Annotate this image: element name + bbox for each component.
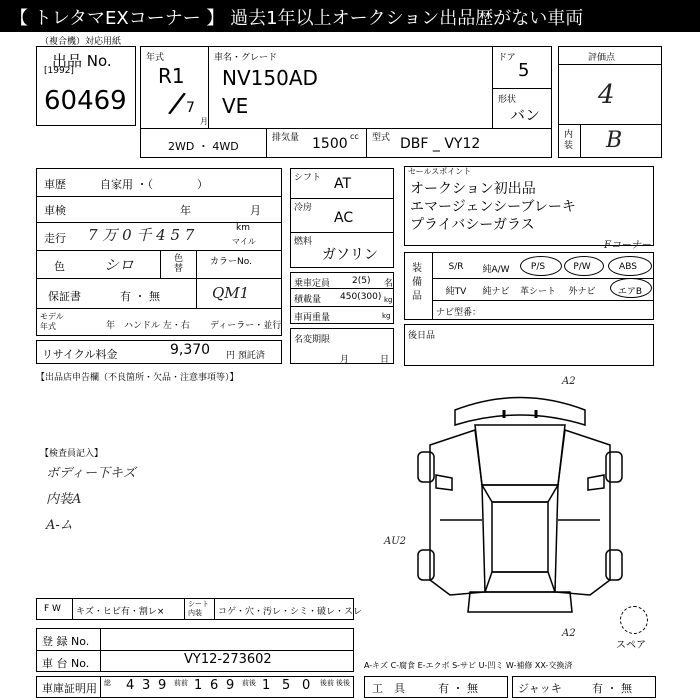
- selling-point-3: プライバシーガラス: [410, 217, 535, 233]
- details-box: [36, 168, 282, 336]
- model-year-label: モデル年式: [40, 312, 64, 331]
- equip-leather: 革シート: [519, 287, 556, 297]
- score-label: 評価点: [588, 53, 616, 63]
- color-no-label: カラーNo.: [210, 257, 252, 267]
- car-damage-diagram: [400, 380, 640, 630]
- shift-value: AT: [334, 176, 352, 192]
- ac-value: AC: [334, 210, 354, 226]
- equip-ps: P/S: [530, 262, 546, 272]
- seat-label: シート内装: [188, 600, 209, 617]
- cert-digit-3: 9: [158, 678, 167, 693]
- change-deadline-month: 月: [340, 355, 350, 365]
- cert-label-rr: 後後: [336, 679, 350, 687]
- selling-points-label: セールスポイント: [408, 167, 472, 176]
- inspector-line-3: A-ム: [46, 518, 73, 533]
- warranty-label: 保証書: [48, 290, 81, 303]
- inspection-label: 車検: [44, 204, 66, 217]
- fuel-label: 燃料: [294, 237, 313, 247]
- drive-value: 2WD ・ 4WD: [168, 140, 239, 153]
- capacity-label: 乗車定員: [294, 279, 331, 289]
- lot-label: 出品 No.: [52, 52, 112, 70]
- color-no-value: QM1: [212, 284, 250, 302]
- mark-side: AU2: [384, 536, 407, 547]
- fw-text: キズ・ヒビ有・割レ×: [76, 607, 165, 617]
- recycle-label: リサイクル料金: [42, 348, 118, 361]
- recycle-value: 9,370: [170, 342, 211, 358]
- model-year-dealer: ディーラー・並行: [210, 321, 282, 331]
- spare-label: スペア: [616, 640, 646, 651]
- inspector-label: 【検査員記入】: [40, 449, 104, 459]
- displacement-label: 排気量: [272, 133, 300, 143]
- equip-alloy: 純A/W: [482, 265, 510, 275]
- inspection-year: 年: [180, 204, 191, 217]
- inspection-month: 月: [250, 204, 261, 217]
- mark-rear: A2: [562, 628, 576, 639]
- year-era: R1: [158, 64, 185, 88]
- recycle-unit: 円 預託済: [226, 351, 265, 361]
- model-grade: VE: [222, 94, 249, 118]
- chassis-value: VY12-273602: [184, 652, 272, 667]
- cert-digit-4: 1: [194, 678, 203, 693]
- registration-label: 登 録 No.: [42, 635, 90, 648]
- chassis-label: 車 台 No.: [42, 657, 90, 670]
- circle-pw: [564, 256, 604, 276]
- shift-label: シフト: [294, 173, 322, 183]
- seller-notes-label: 【出品店申告欄（不良箇所・欠品・注意事項等）】: [36, 373, 239, 383]
- circle-abs: [608, 256, 652, 276]
- equip-pw: P/W: [573, 262, 591, 272]
- year-slash: /: [166, 85, 188, 122]
- equip-tv: 純TV: [445, 287, 467, 297]
- circle-ps: [520, 256, 562, 276]
- equip-abs: ABS: [619, 262, 637, 272]
- equip-ext-navi: 外ナビ: [568, 287, 596, 297]
- color-label: 色: [54, 260, 65, 273]
- mileage-value: 7 万 0 千 4 5 7: [88, 226, 195, 244]
- jack-value: 有 ・ 無: [592, 682, 632, 695]
- jack-label: ジャッキ: [518, 682, 562, 695]
- fuel-value: ガソリン: [322, 247, 378, 263]
- ac-label: 冷房: [294, 203, 313, 213]
- tools-value: 有 ・ 無: [438, 682, 478, 695]
- equip-navi: 純ナビ: [482, 287, 510, 297]
- interior-value: B: [606, 128, 623, 153]
- equip-sr: S/R: [448, 262, 464, 272]
- model-code-value: DBF _ VY12: [400, 136, 481, 152]
- mileage-unit-mile: マイル: [232, 237, 256, 246]
- displacement-unit: cc: [350, 132, 359, 141]
- after-install-label: 後日品: [408, 331, 436, 341]
- model-label: 車名・グレード: [214, 53, 278, 63]
- capacity-unit: 名: [384, 279, 394, 289]
- cert-label-ff: 前前: [174, 679, 188, 687]
- model-year-year: 年: [106, 321, 116, 331]
- history-label: 車歴: [44, 178, 66, 191]
- score-value: 4: [598, 80, 615, 110]
- cert-digit-2: 3: [142, 678, 151, 693]
- cert-digit-7: 1: [262, 678, 271, 693]
- equipment-label: 装備品: [412, 263, 422, 302]
- after-install-box: [404, 324, 654, 366]
- lot-number: 60469: [44, 86, 127, 116]
- tools-label: 工 具: [372, 682, 405, 695]
- doors-value: 5: [518, 60, 530, 81]
- fw-label: F W: [44, 604, 61, 614]
- inspector-line-1: ボディー下キズ: [46, 466, 136, 481]
- history-value: 自家用 ・（ ）: [100, 178, 208, 191]
- cert-label-rf: 後前: [320, 679, 334, 687]
- year-label: 年式: [146, 53, 165, 63]
- mileage-unit-km: km: [236, 223, 250, 233]
- color-value: シロ: [104, 256, 135, 274]
- color-change-label: 色替: [174, 254, 184, 274]
- warranty-value: 有 ・ 無: [120, 290, 160, 303]
- equip-airbag: エアB: [617, 287, 643, 297]
- cert-digit-8: 5: [282, 678, 291, 693]
- selling-point-2: エマージェンシーブレーキ: [410, 199, 576, 215]
- inspector-line-2: 内装A: [46, 492, 82, 507]
- doors-label: ドア: [498, 53, 516, 63]
- spare-circle: [620, 606, 648, 634]
- weight-unit: kg: [382, 312, 391, 320]
- seat-text: コゲ・穴・汚レ・シミ・破レ・スレ: [218, 607, 363, 617]
- cert-label-fr: 前後: [242, 679, 256, 687]
- top-note: （複合機）対応用紙: [40, 37, 122, 47]
- interior-label: 内装: [564, 130, 574, 151]
- damage-legend: A-キズ C-腐食 E-エクボ S-サビ U-凹ミ W-補修 XX-交換済: [364, 661, 573, 670]
- shape-value: バン: [510, 106, 541, 124]
- weight-label: 車両重量: [294, 313, 331, 323]
- cert-digit-1: 4: [126, 678, 135, 693]
- change-deadline-label: 名変期限: [294, 335, 331, 345]
- certificate-label: 車庫証明用: [42, 682, 97, 695]
- change-deadline-day: 日: [380, 355, 390, 365]
- year-month-suffix: 月: [200, 117, 208, 126]
- load-value: 450(300): [340, 292, 382, 302]
- model-code-label: 型式: [372, 133, 391, 143]
- lot-bracket: [1992]: [44, 66, 74, 76]
- cert-digit-6: 9: [226, 678, 235, 693]
- circle-airbag: [610, 278, 652, 298]
- year-month: 7: [186, 100, 195, 116]
- header-title: 【 トレタマEXコーナー 】 過去1年以上オークション出品歴がない車両: [10, 8, 584, 29]
- capacity-value: 2(5): [352, 276, 371, 286]
- load-unit: kg: [384, 296, 393, 304]
- mileage-label: 走行: [44, 232, 66, 245]
- displacement-value: 1500: [312, 136, 348, 152]
- mark-front: A2: [562, 376, 576, 387]
- cert-digit-5: 6: [210, 678, 219, 693]
- selling-points-note: Fコーナー: [604, 240, 651, 251]
- selling-point-1: オークション初出品: [410, 181, 536, 197]
- navi-model: ナビ型番：: [436, 308, 482, 318]
- cert-label-total: 総: [104, 679, 111, 687]
- shape-label: 形状: [498, 95, 517, 105]
- cert-digit-9: 0: [302, 678, 311, 693]
- model-name: NV150AD: [222, 66, 318, 90]
- load-label: 積載量: [294, 295, 322, 305]
- model-year-handle: ハンドル 左・右: [124, 321, 190, 331]
